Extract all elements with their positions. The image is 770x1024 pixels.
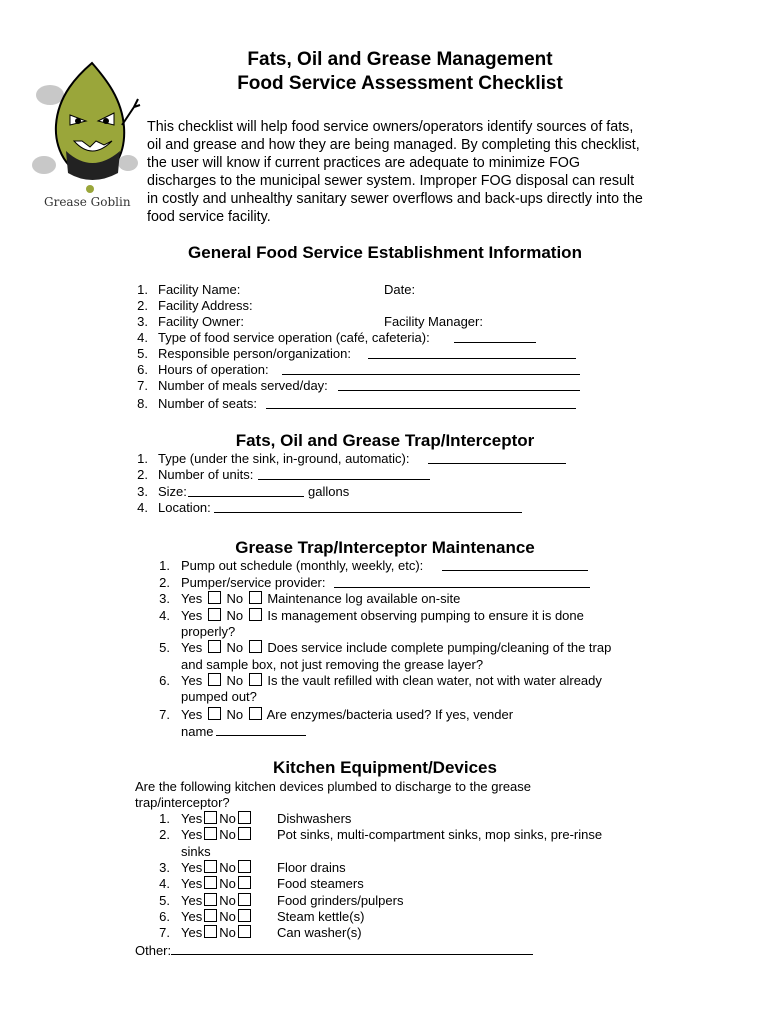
intro-paragraph: This checklist will help food service owners/operators identify sources of fats, oil and grease and how they are being managed. By completing this checklist, the user will know if current practices are adequate to minimize FOG discharges to the municipal sewer system. Improper FOG disposal can result in costly and unhealthy sanitary sewer overflows and back-ups directly into the food service facility. xyxy=(147,119,643,225)
no-checkbox[interactable] xyxy=(238,909,251,922)
section-trap-heading: Fats, Oil and Grease Trap/Interceptor xyxy=(235,431,535,450)
no-checkbox[interactable] xyxy=(238,925,251,938)
page-subtitle: Food Service Assessment Checklist xyxy=(237,73,563,94)
section-intro-line: trap/interceptor? xyxy=(135,795,230,810)
vender-name-blank[interactable] xyxy=(216,723,306,736)
other-blank[interactable] xyxy=(171,942,533,955)
no-checkbox[interactable] xyxy=(238,827,251,840)
yes-checkbox[interactable] xyxy=(204,925,217,938)
yes-checkbox[interactable] xyxy=(208,608,221,621)
no-checkbox[interactable] xyxy=(238,893,251,906)
yes-checkbox[interactable] xyxy=(204,909,217,922)
goblin-mascot-icon xyxy=(30,55,142,195)
item-continuation: pumped out? xyxy=(181,689,257,704)
no-checkbox[interactable] xyxy=(249,640,262,653)
section-maintenance-heading: Grease Trap/Interceptor Maintenance xyxy=(235,538,535,557)
yes-checkbox[interactable] xyxy=(204,893,217,906)
trap-type-blank[interactable] xyxy=(428,451,566,464)
yes-checkbox[interactable] xyxy=(204,876,217,889)
item-continuation: and sample box, not just removing the grease layer? xyxy=(181,657,484,672)
no-checkbox[interactable] xyxy=(249,673,262,686)
size-blank[interactable] xyxy=(188,484,304,497)
meals-blank[interactable] xyxy=(338,378,580,391)
yes-checkbox[interactable] xyxy=(208,640,221,653)
yes-checkbox[interactable] xyxy=(204,811,217,824)
yes-checkbox[interactable] xyxy=(208,673,221,686)
no-checkbox[interactable] xyxy=(249,707,262,720)
no-checkbox[interactable] xyxy=(249,591,262,604)
responsible-person-blank[interactable] xyxy=(368,346,576,359)
yes-checkbox[interactable] xyxy=(204,860,217,873)
yes-checkbox[interactable] xyxy=(208,591,221,604)
yes-checkbox[interactable] xyxy=(208,707,221,720)
no-checkbox[interactable] xyxy=(238,860,251,873)
pumper-blank[interactable] xyxy=(334,575,590,588)
no-checkbox[interactable] xyxy=(249,608,262,621)
pump-schedule-blank[interactable] xyxy=(442,558,588,571)
hours-blank[interactable] xyxy=(282,362,580,375)
units-blank[interactable] xyxy=(258,467,430,480)
page-title: Fats, Oil and Grease Management xyxy=(247,49,553,70)
item-continuation: sinks xyxy=(181,844,211,859)
seats-blank[interactable] xyxy=(266,396,576,409)
section-kitchen-heading: Kitchen Equipment/Devices xyxy=(273,758,497,777)
operation-type-blank[interactable] xyxy=(454,330,536,343)
section-general-info-heading: General Food Service Establishment Information xyxy=(188,243,582,262)
no-checkbox[interactable] xyxy=(238,876,251,889)
item-continuation: properly? xyxy=(181,624,236,639)
location-blank[interactable] xyxy=(214,500,522,513)
yes-checkbox[interactable] xyxy=(204,827,217,840)
logo-caption: Grease Goblin xyxy=(44,195,131,209)
section-intro-line: Are the following kitchen devices plumbed to discharge to the grease xyxy=(135,779,532,794)
grease-goblin-logo xyxy=(30,55,142,215)
item-continuation: name xyxy=(181,723,306,740)
no-checkbox[interactable] xyxy=(238,811,251,824)
other-field: Other: xyxy=(135,942,533,959)
